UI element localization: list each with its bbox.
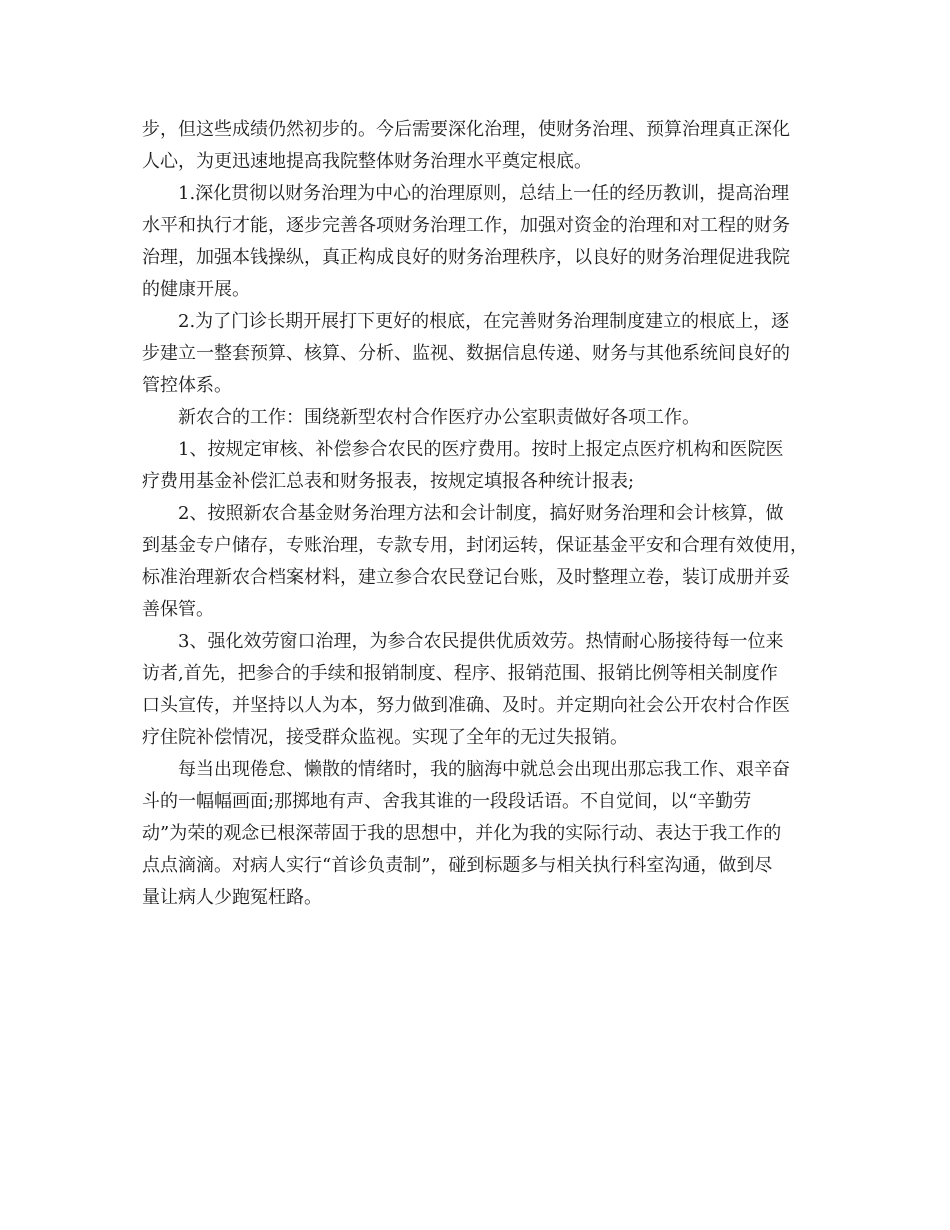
- text-line: 2、按照新农合基金财务治理方法和会计制度，搞好财务治理和会计核算，做: [178, 503, 784, 524]
- text-line: 量让病人少跑冤枉路。: [142, 887, 322, 908]
- document-body: [142, 114, 822, 914]
- text-line: 水平和执行才能，逐步完善各项财务治理工作，加强对资金的治理和对工程的财务: [142, 215, 790, 236]
- text-line: 访者,首先，把参合的手续和报销制度、程序、报销范围、报销比例等相关制度作: [142, 663, 778, 684]
- text-line: 步，但这些成绩仍然初步的。今后需要深化治理，使财务治理、预算治理真正深化: [142, 119, 790, 140]
- text-line: 步建立一整套预算、核算、分析、监视、数据信息传递、财务与其他系统间良好的: [142, 343, 790, 364]
- text-line: 点点滴滴。对病人实行“首诊负责制”，碰到标题多与相关执行科室沟通，做到尽: [142, 855, 773, 876]
- text-line: 治理，加强本钱操纵，真正构成良好的财务治理秩序，以良好的财务治理促进我院: [142, 247, 790, 268]
- text-line: 1.深化贯彻以财务治理为中心的治理原则，总结上一任的经历教训，提高治理: [178, 183, 790, 204]
- text-line: 到基金专户储存，专账治理，专款专用，封闭运转，保证基金平安和合理有效使用，: [142, 535, 808, 556]
- text-line: 动”为荣的观念已根深蒂固于我的思想中，并化为我的实际行动、表达于我工作的: [142, 823, 782, 844]
- text-line: 口头宣传，并坚持以人为本，努力做到准确、及时。并定期向社会公开农村合作医: [142, 695, 790, 716]
- text-line: 的健康开展。: [142, 279, 250, 300]
- text-line: 疗住院补偿情况，接受群众监视。实现了全年的无过失报销。: [142, 727, 628, 748]
- text-line: 2.为了门诊长期开展打下更好的根底，在完善财务治理制度建立的根底上，逐: [178, 311, 790, 332]
- text-line: 善保管。: [142, 599, 214, 620]
- text-line: 斗的一幅幅画面;那掷地有声、舍我其谁的一段段话语。不自觉间，以“辛勤劳: [142, 791, 752, 812]
- text-line: 每当出现倦怠、懒散的情绪时，我的脑海中就总会出现出那忘我工作、艰辛奋: [178, 759, 790, 780]
- text-line: 人心，为更迅速地提高我院整体财务治理水平奠定根底。: [142, 151, 592, 172]
- text-line: 管控体系。: [142, 375, 232, 396]
- text-line: 1、按规定审核、补偿参合农民的医疗费用。按时上报定点医疗机构和医院医: [178, 439, 784, 460]
- text-line: 标准治理新农合档案材料，建立参合农民登记台账，及时整理立卷，装订成册并妥: [142, 567, 790, 588]
- text-line: 3、强化效劳窗口治理，为参合农民提供优质效劳。热情耐心肠接待每一位来: [178, 631, 784, 652]
- text-line: 疗费用基金补偿汇总表和财务报表，按规定填报各种统计报表;: [142, 471, 635, 492]
- text-line: 新农合的工作：围绕新型农村合作医疗办公室职责做好各项工作。: [178, 407, 700, 428]
